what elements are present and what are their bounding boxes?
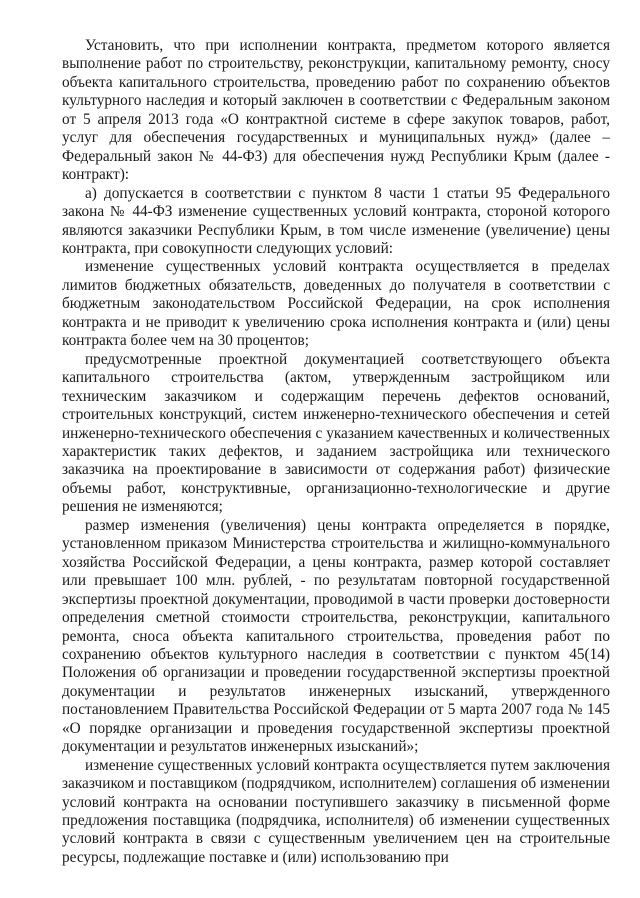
paragraph-preamble: Установить, что при исполнении контракта, предметом которого является выполнение работ по строительству, реконструкции, капитальному ремонту, сносу объекта капитального строительства, проведению работ по сохранению объектов культурного наследия и который заключен в соответствии с Федеральным законом от 5 апреля 2013 года «О контрактной системе в сфере закупок товаров, работ, услуг для обеспечения государственных и муниципальных нужд» (далее – Федеральный закон № 44-ФЗ) для обеспечения нужд Республики Крым (далее - контракт): <box>62 37 610 184</box>
document-body <box>62 37 610 867</box>
paragraph-item-a: а) допускается в соответствии с пунктом 8 части 1 статьи 95 Федерального закона № 44-ФЗ изменение существенных условий контракта, стороной которого являются заказчики Республики Крым, в том числе изменение (увеличение) цены контракта, при совокупности следующих условий: <box>62 184 610 257</box>
paragraph-condition-volumes: предусмотренные проектной документацией соответствующего объекта капитального строительства (актом, утвержденным застройщиком или техническим заказчиком и содержащим перечень дефектов оснований, строительных конструкций, систем инженерно-технического обеспечения и сетей инженерно-технического обеспечения с указанием качественных и количественных характеристик таких дефектов, и заданием застройщика или технического заказчика на проектирование в зависимости от содержания работ) физические объемы работ, конструктивные, организационно-технологические и другие решения не изменяются; <box>62 350 610 516</box>
paragraph-condition-limits: изменение существенных условий контракта осуществляется в пределах лимитов бюджетных обязательств, доведенных до получателя в соответствии с бюджетным законодательством Российской Федерации, на срок исполнения контракта и не приводит к увеличению срока исполнения контракта и (или) цены контракта более чем на 30 процентов; <box>62 258 610 350</box>
paragraph-condition-price: размер изменения (увеличения) цены контракта определяется в порядке, установленном приказом Министерства строительства и жилищно-коммунального хозяйства Российской Федерации, а цены контракта, размер которой составляет или превышает 100 млн. рублей, - по результатам повторной государственной экспертизы проектной документации, проводимой в части проверки достоверности определения сметной стоимости строительства, реконструкции, капитального ремонта, сноса объекта капитального строительства, проведения работ по сохранению объектов культурного наследия в соответствии с пунктом 45(14) Положения об организации и проведении государственной экспертизы проектной документации и результатов инженерных изысканий, утвержденного постановлением Правительства Российской Федерации от 5 марта 2007 года № 145 «О порядке организации и проведения государственной экспертизы проектной документации и результатов инженерных изысканий»; <box>62 516 610 756</box>
paragraph-condition-agreement: изменение существенных условий контракта осуществляется путем заключения заказчиком и поставщиком (подрядчиком, исполнителем) соглашения об изменении условий контракта на основании поступившего заказчику в письменной форме предложения поставщика (подрядчика, исполнителя) об изменении существенных условий контракта в связи с существенным увеличением цен на строительные ресурсы, подлежащие поставке и (или) использованию при <box>62 756 610 866</box>
